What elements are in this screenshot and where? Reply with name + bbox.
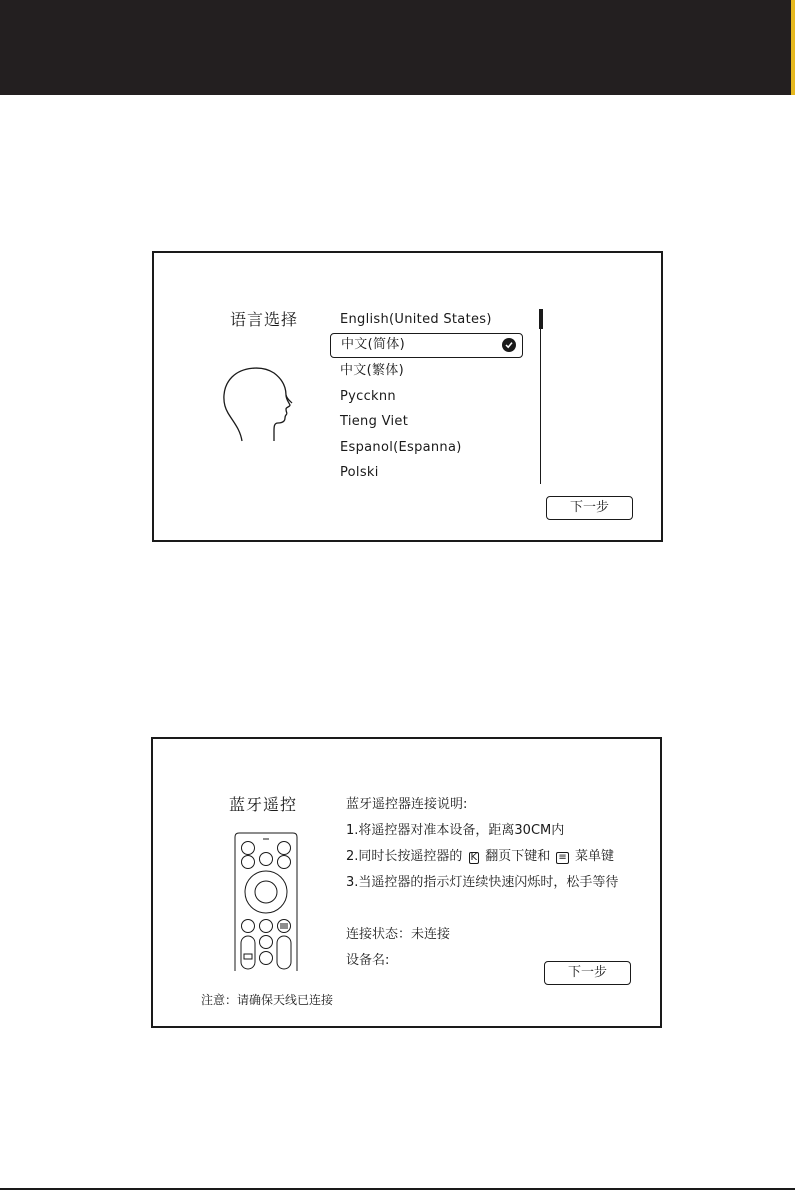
device-name: 设备名: [346, 953, 390, 968]
instruction-step-1: 1.将遥控器对准本设备，距离30CM内 [346, 823, 565, 838]
language-option[interactable]: 中文(繁体) [340, 363, 404, 378]
scrollbar-track[interactable] [540, 309, 541, 484]
header-accent [791, 0, 795, 95]
language-screen [152, 251, 663, 542]
page-down-key-icon: K [470, 852, 478, 863]
scrollbar-thumb[interactable] [539, 309, 543, 329]
instruction-step-3: 3.当遥控器的指示灯连续快速闪烁时，松手等待 [346, 875, 619, 890]
language-option[interactable]: Tieng Viet [340, 414, 409, 429]
language-option[interactable]: Pycсknn [340, 388, 396, 404]
language-list [330, 307, 530, 486]
header-bar [0, 0, 795, 95]
bluetooth-title: 蓝牙遥控 [229, 795, 298, 814]
instruction-step-2: 2.同时长按遥控器的 K 翻页下键和 ≡ 菜单键 [346, 849, 614, 864]
next-button[interactable]: 下一步 [546, 496, 633, 520]
bluetooth-screen [151, 737, 662, 1028]
language-title: 语言选择 [230, 310, 299, 329]
language-option[interactable]: Polski [340, 465, 379, 480]
page-bottom-rule [0, 1188, 795, 1190]
remote-control-icon [233, 831, 299, 971]
language-option[interactable]: Espanol(Espanna) [340, 439, 462, 455]
instructions-heading: 蓝牙遥控器连接说明: [346, 797, 468, 812]
menu-key-icon: ≡ [558, 852, 567, 863]
checkmark-icon [502, 338, 516, 352]
language-option-selected[interactable]: 中文(简体) [330, 333, 523, 359]
antenna-note: 注意：请确保天线已连接 [201, 993, 334, 1007]
instructions [346, 792, 618, 974]
connection-status: 连接状态：未连接 [346, 927, 451, 942]
head-silhouette-icon [220, 361, 300, 443]
next-button[interactable]: 下一步 [544, 961, 631, 985]
language-option[interactable]: English(United States) [340, 312, 492, 327]
